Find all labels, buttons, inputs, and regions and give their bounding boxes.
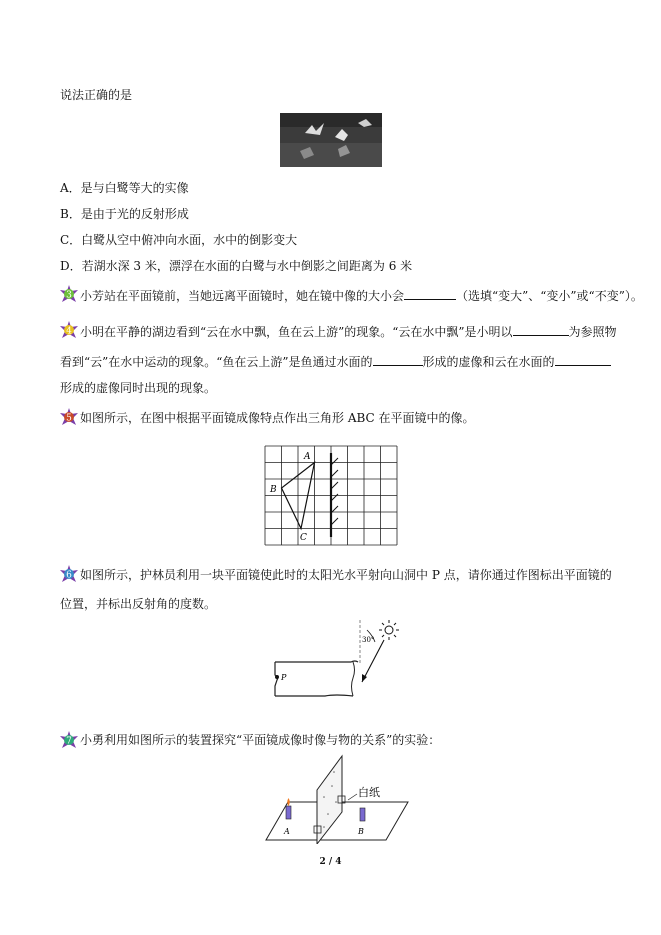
q4-part-1a: 小明在平静的湖边看到“云在水中飘，鱼在云上游”的现象。“云在水中飘”是小明以	[80, 325, 513, 339]
q4-part-2b: 形成的虚像和云在水面的	[422, 355, 555, 369]
cave-mouth	[352, 662, 355, 696]
label-b: B	[358, 827, 364, 836]
option-c: C．白鹭从空中俯冲向水面，水中的倒影变大	[60, 233, 298, 247]
angle-label: 30°	[362, 636, 375, 644]
svg-text:4: 4	[66, 326, 72, 337]
question-number-icon	[60, 565, 78, 583]
q4-line3: 形成的虚像同时出现的现象。	[60, 381, 217, 395]
svg-text:5: 5	[66, 413, 72, 424]
cave-top	[275, 661, 358, 662]
grid-figure	[260, 443, 400, 547]
white-paper-label: 白纸	[358, 786, 380, 799]
label-p: P	[281, 673, 287, 682]
question-number-icon	[60, 408, 78, 426]
cave-figure	[265, 620, 415, 700]
q4-line2	[60, 353, 611, 370]
option-b: B．是由于光的反射形成	[60, 207, 189, 221]
egret-photo	[280, 113, 382, 167]
flame-icon	[287, 798, 290, 806]
ray-arrowhead	[362, 674, 367, 682]
q4-blank-3[interactable]	[555, 353, 611, 366]
candle-a	[286, 806, 291, 819]
label-b: B	[270, 485, 277, 495]
cave-bottom	[275, 695, 353, 696]
point-p	[275, 675, 279, 679]
question-number-icon	[60, 731, 78, 749]
cave-wall	[275, 662, 278, 696]
leader-line	[348, 794, 357, 800]
svg-text:7: 7	[66, 736, 72, 747]
q3-blank[interactable]	[404, 287, 456, 300]
svg-text:6: 6	[66, 570, 72, 581]
q4-part-1b: 为参照物	[568, 325, 617, 339]
q6-line1: 如图所示，护林员利用一块平面镜使此时的太阳光水平射向山洞中 P 点，请你通过作图标出平面镜的	[80, 568, 612, 582]
label-a: A	[284, 827, 290, 836]
q3-part-b: （选填“变大”、“变小”或“不变”）。	[456, 289, 643, 303]
option-a: A．是与白鹭等大的实像	[60, 181, 189, 195]
q4-blank-2[interactable]	[373, 353, 423, 366]
intro-text: 说法正确的是	[60, 88, 133, 102]
q3-part-a: 小芳站在平面镜前，当她远离平面镜时，她在镜中像的大小会	[80, 289, 405, 303]
q4-line1	[80, 323, 617, 340]
page-number: 2 / 4	[319, 857, 342, 867]
question-number-icon	[60, 285, 78, 303]
q3-text	[80, 287, 643, 304]
q5-text: 如图所示，在图中根据平面镜成像特点作出三角形 ABC 在平面镜中的像。	[80, 411, 475, 425]
candle-b	[360, 808, 365, 821]
experiment-figure	[262, 752, 412, 844]
option-d: D．若湖水深 3 米，漂浮在水面的白鹭与水中倒影之间距离为 6 米	[60, 259, 413, 273]
q4-part-2a: 看到“云”在水中运动的现象。“鱼在云上游”是鱼通过水面的	[60, 355, 373, 369]
sun-icon	[379, 620, 399, 640]
label-a: A	[304, 452, 311, 462]
q7-text: 小勇利用如图所示的装置探究“平面镜成像时像与物的关系”的实验：	[80, 733, 441, 747]
label-c: C	[300, 533, 307, 543]
question-number-icon	[60, 321, 78, 339]
sun-ray	[362, 640, 384, 682]
q4-blank-1[interactable]	[513, 323, 569, 336]
q6-line2: 位置，并标出反射角的度数。	[60, 597, 217, 611]
svg-text:3: 3	[66, 290, 72, 301]
